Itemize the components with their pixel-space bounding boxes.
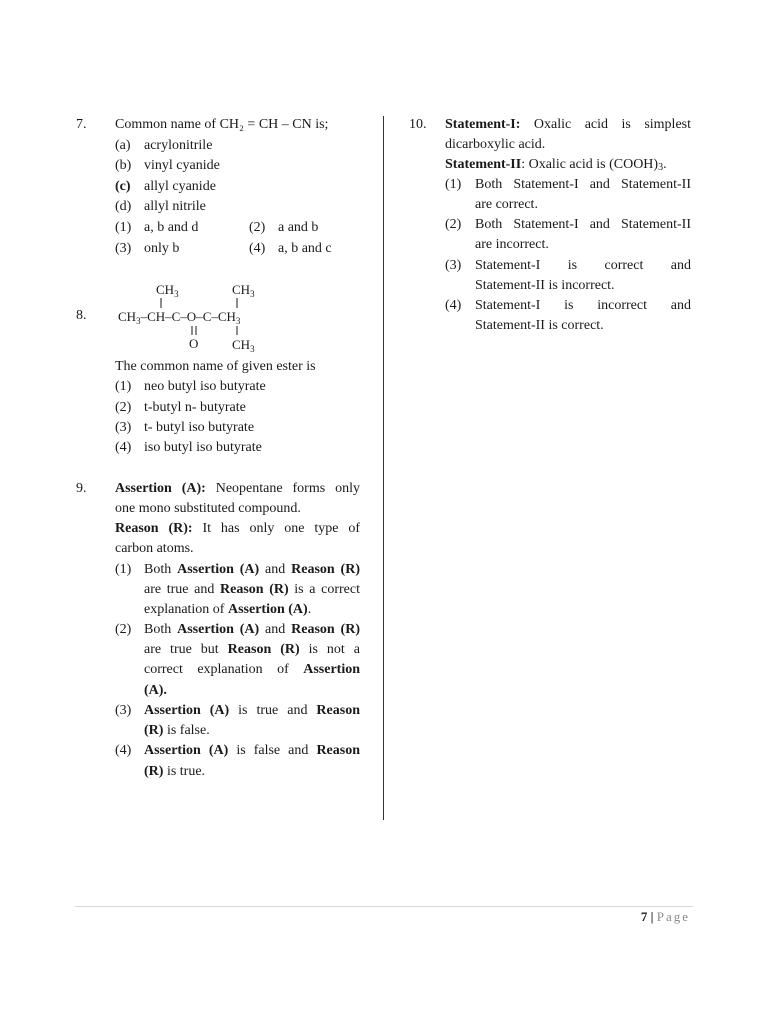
- option-label: (3): [115, 703, 132, 718]
- option-text: (R) is false.: [144, 723, 210, 738]
- question-number: 10.: [409, 117, 427, 132]
- option-text: a, b and d: [144, 220, 199, 235]
- question-stem: The common name of given ester is: [115, 359, 316, 374]
- structure-label: $CH_3$: [232, 337, 255, 354]
- option-text: (A).: [144, 683, 167, 698]
- option-text: Both Assertion (A) and Reason (R): [144, 562, 360, 577]
- option-label: (2): [445, 217, 462, 232]
- option-label: (1): [115, 220, 132, 235]
- option-label: (1): [115, 379, 132, 394]
- question-number: 7.: [76, 117, 87, 132]
- question-stem: Common name of CH₂ = CH – CN is;: [115, 117, 329, 132]
- option-label: (2): [115, 400, 132, 415]
- assertion-line: one mono substituted compound.: [115, 501, 301, 516]
- page-word: Page: [656, 909, 690, 924]
- page-number: 7: [640, 909, 648, 924]
- option-label: (1): [115, 562, 132, 577]
- option-text: iso butyl iso butyrate: [144, 440, 262, 455]
- item-text: allyl nitrile: [144, 199, 206, 214]
- structure-label: $CH_3$: [156, 282, 179, 299]
- option-label: (4): [115, 743, 132, 758]
- option-label: (4): [115, 440, 132, 455]
- structure-label: O: [189, 336, 199, 351]
- option-text: are correct.: [475, 197, 538, 212]
- assertion-line: Assertion (A): Neopentane forms only: [115, 481, 360, 496]
- structure-label: $CH_3-CH-C-O-C-CH_3$: [118, 309, 241, 326]
- item-label: (b): [115, 158, 132, 173]
- item-label: (d): [115, 199, 132, 214]
- item-text: vinyl cyanide: [144, 158, 220, 173]
- option-text: Assertion (A) is true and Reason: [144, 703, 360, 718]
- option-text: explanation of Assertion (A).: [144, 602, 312, 617]
- option-label: (3): [445, 258, 462, 273]
- option-label: (4): [249, 241, 266, 256]
- structure-label: $CH_3$: [232, 282, 255, 299]
- option-text: (R) is true.: [144, 764, 206, 779]
- reason-line: Reason (R): It has only one type of: [115, 521, 361, 536]
- option-label: (4): [445, 298, 462, 313]
- statement-2-line: Statement-II: Oxalic acid is $(COOH)_3$.: [445, 157, 667, 173]
- option-text: are incorrect.: [475, 237, 549, 252]
- page-footer: [641, 908, 690, 926]
- option-text: correct explanation of Assertion: [144, 662, 360, 677]
- option-label: (1): [445, 177, 462, 192]
- option-label: (2): [249, 220, 266, 235]
- item-text: acrylonitrile: [144, 138, 213, 153]
- option-text: Statement-II is incorrect.: [475, 278, 615, 293]
- ester-structure-diagram: [110, 278, 310, 356]
- option-label: (2): [115, 622, 132, 637]
- option-text: only b: [144, 241, 180, 256]
- option-text: a, b and c: [278, 241, 332, 256]
- item-text: allyl cyanide: [144, 179, 216, 194]
- option-text: Statement-I is correct and: [475, 258, 691, 273]
- footer-separator: |: [647, 909, 657, 924]
- option-text: are true and Reason (R) is a correct: [144, 582, 360, 597]
- option-text: Statement-II is correct.: [475, 318, 604, 333]
- footer-rule: [75, 906, 693, 907]
- item-label: (c): [115, 179, 131, 194]
- statement-1-line: Statement-I: Oxalic acid is simplest: [445, 117, 691, 132]
- option-text: neo butyl iso butyrate: [144, 379, 266, 394]
- option-text: are true but Reason (R) is not a: [144, 642, 360, 657]
- option-text: t-butyl n- butyrate: [144, 400, 246, 415]
- question-number: 9.: [76, 481, 87, 496]
- column-divider: [383, 116, 384, 820]
- item-label: (a): [115, 138, 131, 153]
- option-text: Assertion (A) is false and Reason: [144, 743, 360, 758]
- option-text: t- butyl iso butyrate: [144, 420, 255, 435]
- statement-1-line: dicarboxylic acid.: [445, 137, 546, 152]
- question-number: 8.: [76, 308, 87, 323]
- option-label: (3): [115, 241, 132, 256]
- option-label: (3): [115, 420, 132, 435]
- option-text: a and b: [278, 220, 319, 235]
- option-text: Both Statement-I and Statement-II: [475, 217, 691, 232]
- option-text: Both Statement-I and Statement-II: [475, 177, 691, 192]
- reason-line: carbon atoms.: [115, 541, 194, 556]
- option-text: Both Assertion (A) and Reason (R): [144, 622, 360, 637]
- option-text: Statement-I is incorrect and: [475, 298, 691, 313]
